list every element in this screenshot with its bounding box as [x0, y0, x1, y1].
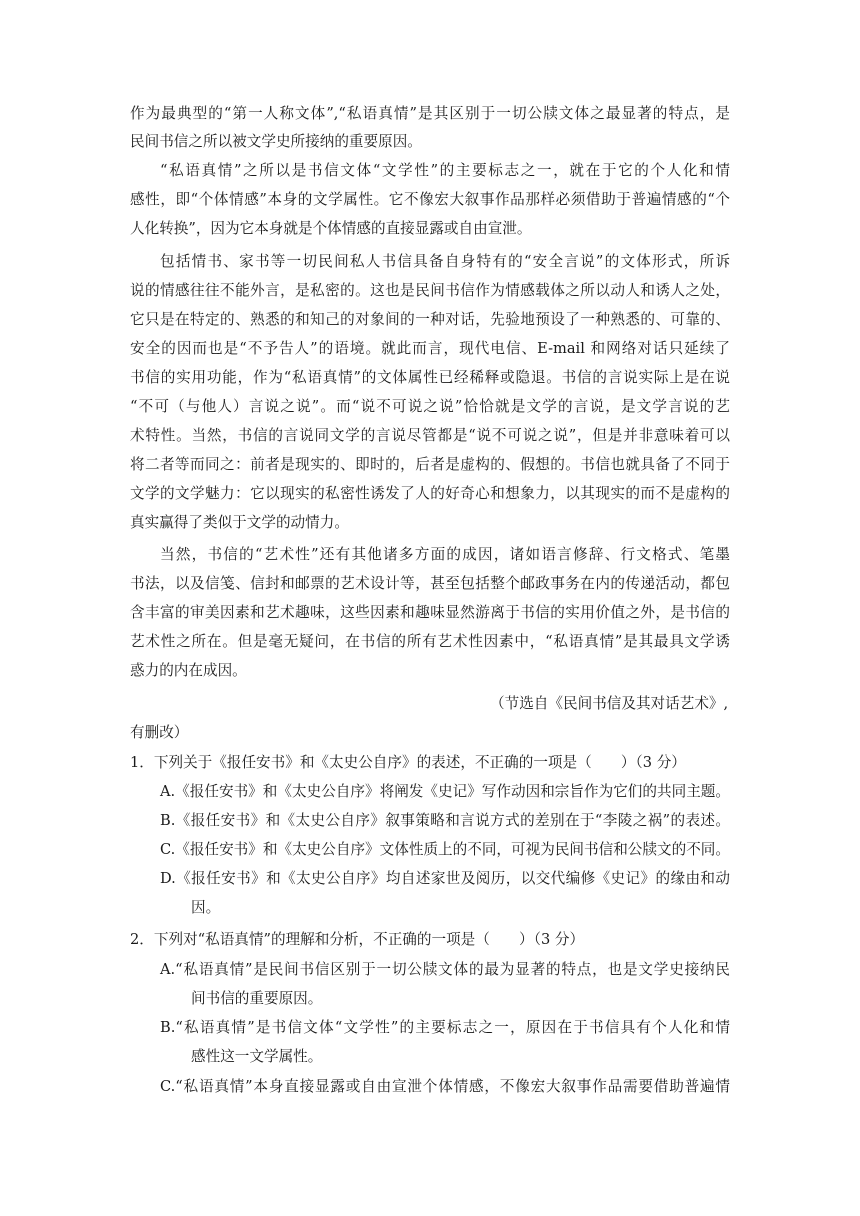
passage-line: 民间书信之所以被文学史所接纳的重要原因。: [130, 133, 422, 150]
passage-line: 它只是在特定的、熟悉的和知己的对象间的一种对话，先验地预设了一种熟悉的、可靠的、: [130, 311, 730, 328]
passage-line: 书法，以及信笺、信封和邮票的艺术设计等，甚至包括整个邮政事务在内的传递活动，都包: [130, 575, 730, 592]
source-citation: （节选自《民间书信及其对话艺术》,: [490, 695, 729, 712]
source-citation: 有删改）: [130, 724, 189, 741]
passage-line: 艺术性之所在。但是毫无疑问，在书信的所有艺术性因素中，“私语真情”是其最具文学诱: [130, 633, 730, 650]
passage-line: 文学的文学魅力：它以现实的私密性诱发了人的好奇心和想象力，以其现实的而不是虚构的: [130, 485, 730, 502]
option-b[interactable]: B.《报任安书》和《太史公自序》叙事策略和言说方式的差别在于“李陵之祸”的表述。: [160, 812, 730, 829]
passage-line: 惑力的内在成因。: [130, 662, 247, 679]
option-a-continued: 间书信的重要原因。: [191, 990, 323, 1007]
passage-line: 作为最典型的“第一人称文体”,“私语真情”是其区别于一切公牍文体之最显著的特点，是: [130, 105, 730, 122]
option-c[interactable]: C.《报任安书》和《太史公自序》文体性质上的不同，可视为民间书信和公牍文的不同。: [160, 841, 730, 858]
passage-line: 说的情感往往不能外言，是私密的。这也是民间书信作为情感载体之所以动人和诱人之处，: [130, 282, 730, 299]
passage-line: 书信的实用功能，作为“私语真情”的文体属性已经稀释或隐退。书信的言说实际上是在说: [130, 369, 730, 386]
option-b[interactable]: B.“私语真情”是书信文体“文学性”的主要标志之一，原因在于书信具有个人化和情: [160, 1019, 730, 1036]
passage-line: 感性，即“个体情感”本身的文学属性。它不像宏大叙事作品那样必须借助于普遍情感的“个: [130, 191, 730, 208]
passage-line: 术特性。当然，书信的言说同文学的言说尽管都是“说不可说之说”，但是并非意味着可以: [130, 427, 730, 444]
option-d-continued: 因。: [191, 899, 221, 916]
option-c[interactable]: C.“私语真情”本身直接显露或自由宣泄个体情感，不像宏大叙事作品需要借助普遍情: [160, 1078, 730, 1095]
question-stem: 1．下列关于《报任安书》和《太史公自序》的表述，不正确的一项是（ ）（3 分）: [130, 754, 686, 771]
passage-line: 安全的因而也是“不予告人”的语境。就此而言，现代电信、E-mail 和网络对话只延续了: [130, 340, 730, 357]
passage-line: 将二者等而同之：前者是现实的、即时的，后者是虚构的、假想的。书信也就具备了不同于: [130, 456, 730, 473]
passage-line: 人化转换”，因为它本身就是个体情感的直接显露或自由宣泄。: [130, 220, 532, 237]
passage-line: 包括情书、家书等一切民间私人书信具备自身特有的“安全言说”的文体形式，所诉: [160, 253, 730, 270]
option-d[interactable]: D.《报任安书》和《太史公自序》均自述家世及阅历，以交代编修《史记》的缘由和动: [160, 870, 730, 887]
option-b-continued: 感性这一文学属性。: [191, 1048, 323, 1065]
passage-line: 当然，书信的“艺术性”还有其他诸多方面的成因，诸如语言修辞、行文格式、笔墨: [160, 546, 730, 563]
passage-line: 含丰富的审美因素和艺术趣味，这些因素和趣味显然游离于书信的实用价值之外，是书信的: [130, 604, 730, 621]
option-a[interactable]: A.“私语真情”是民间书信区别于一切公牍文体的最为显著的特点，也是文学史接纳民: [160, 961, 730, 978]
question-stem: 2．下列对“私语真情”的理解和分析，不正确的一项是（ ）（3 分）: [130, 931, 585, 948]
passage-line: 真实赢得了类似于文学的动情力。: [130, 514, 349, 531]
option-a[interactable]: A.《报任安书》和《太史公自序》将阐发《史记》写作动因和宗旨作为它们的共同主题。: [160, 783, 730, 800]
passage-line: “不可（与他人）言说之说”。而“说不可说之说”恰恰就是文学的言说，是文学言说的艺: [130, 398, 730, 415]
passage-line: “私语真情”之所以是书信文体“文学性”的主要标志之一，就在于它的个人化和情: [160, 162, 730, 179]
